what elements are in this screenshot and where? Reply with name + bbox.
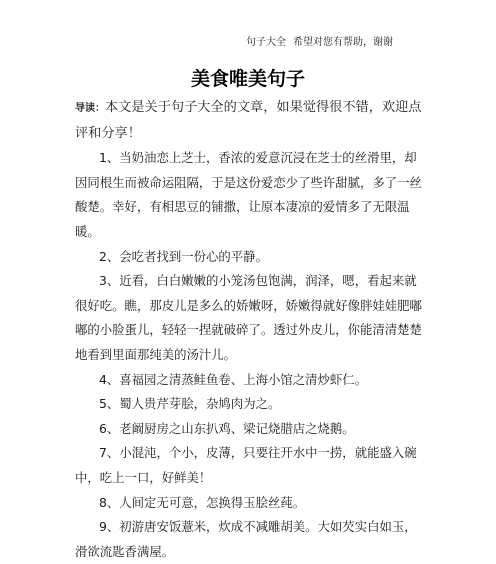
paragraph-3: 3、近看，白白嫩嫩的小笼汤包饱满，润泽，嗯，看起来就很好吃。瞧，那皮儿是多么的娇嫩呀，娇嫩得就好像胖娃娃肥嘟嘟的小脸蛋儿，轻轻一捏就破碎了。透过外皮儿，你能清清楚楚地看到里面那纯美的汤汁儿。 (75, 273, 422, 362)
paragraph-4: 4、喜福园之清蒸鲑鱼卷、上海小馆之清炒虾仁。 (99, 371, 368, 387)
article-intro (75, 96, 425, 146)
paragraph-2: 2、会吃者找到一份心的平静。 (99, 248, 268, 264)
site-name: 句子大全 (246, 37, 286, 48)
paragraph-6: 6、老阚厨房之山东扒鸡、梁记烧腊店之烧鹅。 (99, 420, 355, 436)
header-greeting: 希望对您有帮助，谢谢 (293, 37, 393, 48)
paragraph-7: 7、小混沌，个小，皮薄，只要往开水中一捞，就能盛入碗中，吃上一口，好鲜美！ (75, 445, 417, 485)
article-title: 美食唯美句子 (190, 68, 305, 90)
article-body (75, 96, 425, 564)
paragraph-1: 1、当奶油恋上芝士，香浓的爱意沉浸在芝士的丝滑里，却因同根生而被命运阻隔，于是这份爱恋少了些许甜腻，多了一丝酸楚。幸好，有相思豆的铺撒，让原本凄凉的爱情多了无限温暖。 (75, 150, 422, 239)
paragraph-8: 8、人间定无可意，怎换得玉脍丝莼。 (99, 494, 306, 510)
paragraph-9: 9、初游唐安饭薏米，炊成不减雕胡美。大如芡实白如玉，滑欲流匙香满屋。 (75, 519, 417, 559)
intro-label: 导读： (75, 103, 105, 114)
paragraph-5: 5、蜀人贵芹芽脍，杂鸠肉为之。 (99, 396, 281, 412)
intro-text: 本文是关于句子大全的文章，如果觉得很不错，欢迎点评和分享！ (75, 100, 422, 141)
header-note (246, 37, 393, 49)
